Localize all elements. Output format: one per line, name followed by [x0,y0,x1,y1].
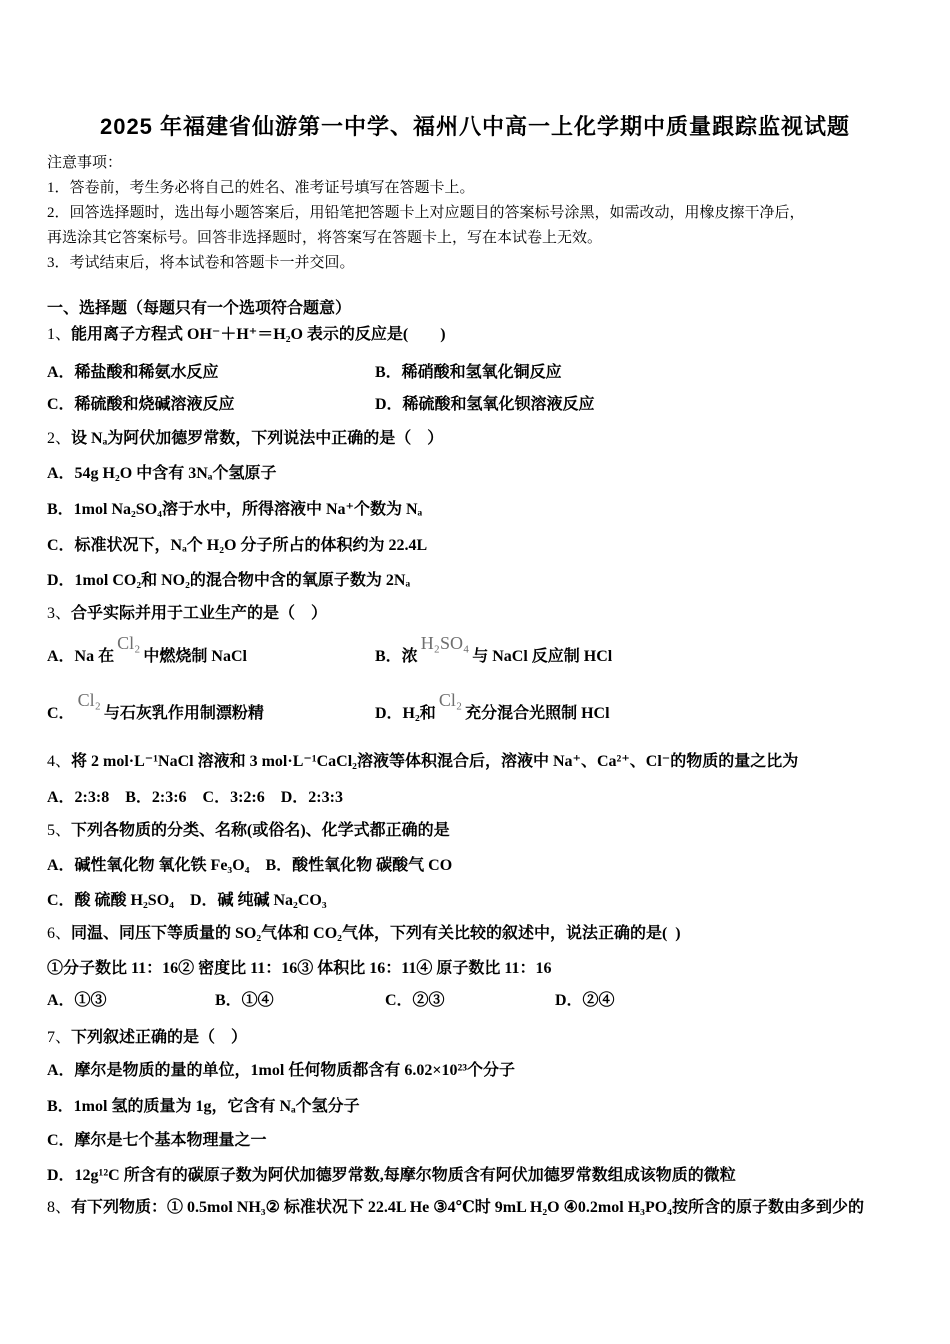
question-2-option-c: C．标准状况下，Nₐ个 H₂O 分子所占的体积约为 22.4L [47,537,428,554]
question-5-options-cd: C．酸 硫酸 H₂SO₄ D．碱 纯碱 Na₂CO₃ [47,892,327,909]
question-3-option-b [375,633,613,668]
question-7-number: 7、 [47,1029,72,1046]
question-7-option-d: D．12g¹²C 所含有的碳原子数为阿伏加德罗常数,每摩尔物质含有阿伏加德罗常数组成该物质的微粒 [47,1167,736,1184]
question-5-stem [47,820,922,842]
cl2-formula-image: Cl₂ [77,690,101,710]
option-text: C． [47,705,75,722]
question-7-option-b: B．1mol 氢的质量为 1g，它含有 Nₐ个氢分子 [47,1098,360,1115]
question-4-options: A．2:3:8 B．2:3:6 C．3:2:6 D．2:3:3 [47,789,343,806]
question-6-option-d: D．②④ [555,992,615,1009]
question-4-stem [47,751,922,773]
question-5-number: 5、 [47,822,72,839]
question-2-option-b: B．1mol Na₂SO₄溶于水中，所得溶液中 Na⁺个数为 Nₐ [47,501,423,518]
question-6-option-b: B．①④ [215,992,274,1009]
question-5-options-ab: A．碱性氧化物 氧化铁 Fe₃O₄ B．酸性氧化物 碳酸气 CO [47,857,453,874]
cl2-formula-image: Cl₂ [117,633,141,653]
exam-title: 2025 年福建省仙游第一中学、福州八中高一上化学期中质量跟踪监视试题 [99,114,851,139]
notice-item: 1．答卷前，考生务必将自己的姓名、准考证号填写在答题卡上。 [47,180,475,196]
question-2-option-a: A．54g H₂O 中含有 3Nₐ个氢原子 [47,465,277,482]
notice-heading: 注意事项： [47,155,123,171]
question-2-stem [47,428,922,450]
option-text: 与石灰乳作用制漂粉精 [103,705,264,722]
question-6-items: ①分子数比 11：16② 密度比 11：16③ 体积比 16：11④ 原子数比 11：16 [47,960,552,977]
question-6-stem [47,923,922,945]
question-3-stem [47,603,922,625]
option-text: D．H₂和 [375,705,436,722]
question-7-option-a: A．摩尔是物质的量的单位，1mol 任何物质都含有 6.02×10²³个分子 [47,1062,516,1079]
question-6-number: 6、 [47,925,72,942]
section-1-heading: 一、选择题（每题只有一个选项符合题意） [47,300,352,317]
option-text: 与 NaCl 反应制 HCl [472,648,613,665]
option-text: A．Na 在 [47,648,115,665]
option-text: B．浓 [375,648,418,665]
question-8-text: 有下列物质：① 0.5mol NH₃② 标准状况下 22.4L He ③4℃时 9mL H₂O ④0.2mol H₃PO₄按所含的原子数由多到少的 [71,1199,864,1216]
question-3-option-d [375,690,610,725]
question-8-number: 8、 [47,1199,72,1216]
question-3-text: 合乎实际并用于工业生产的是（ ） [71,605,328,622]
question-6-option-a: A．①③ [47,992,107,1009]
option-text: 中燃烧制 NaCl [143,648,247,665]
question-1-option-d: D．稀硫酸和氢氧化钡溶液反应 [375,396,595,413]
question-8-stem [47,1197,922,1219]
question-1-text: 能用离子方程式 OH⁻＋H⁺＝H₂O 表示的反应是( ) [71,326,446,343]
question-3-number: 3、 [47,605,72,622]
question-1-option-c: C．稀硫酸和烧碱溶液反应 [47,396,235,413]
question-2-option-d: D．1mol CO₂和 NO₂的混合物中含的氧原子数为 2Nₐ [47,572,411,589]
question-2-number: 2、 [47,430,72,447]
question-4-text: 将 2 mol·L⁻¹NaCl 溶液和 3 mol·L⁻¹CaCl₂溶液等体积混合后，溶液中 Na⁺、Ca²⁺、Cl⁻的物质的量之比为 [71,753,799,770]
question-1-stem [47,324,922,346]
question-6-option-c: C．②③ [385,992,445,1009]
notice-item: 3．考试结束后，将本试卷和答题卡一并交回。 [47,255,355,271]
notice-item: 再选涂其它答案标号。回答非选择题时，将答案写在答题卡上，写在本试卷上无效。 [47,230,603,246]
question-7-stem [47,1027,922,1049]
question-7-option-c: C．摩尔是七个基本物理量之一 [47,1132,267,1149]
option-text: 充分混合光照制 HCl [465,705,610,722]
question-5-text: 下列各物质的分类、名称(或俗名)、化学式都正确的是 [71,822,450,839]
notice-item: 2．回答选择题时，选出每小题答案后，用铅笔把答题卡上对应题目的答案标号涂黑，如需改动，用橡皮擦干净后， [47,205,805,221]
h2so4-formula-image: H₂SO₄ [420,633,470,653]
question-1-number: 1、 [47,326,72,343]
cl2-formula-image: Cl₂ [438,690,463,710]
question-7-text: 下列叙述正确的是（ ） [71,1029,248,1046]
question-4-number: 4、 [47,753,72,770]
question-1-option-a: A．稀盐酸和稀氨水反应 [47,364,219,381]
question-1-option-b: B．稀硝酸和氢氧化铜反应 [375,364,562,381]
question-6-text: 同温、同压下等质量的 SO₂气体和 CO₂气体，下列有关比较的叙述中，说法正确的是( ) [71,925,681,942]
question-2-text: 设 Nₐ为阿伏加德罗常数，下列说法中正确的是（ ） [71,430,444,447]
